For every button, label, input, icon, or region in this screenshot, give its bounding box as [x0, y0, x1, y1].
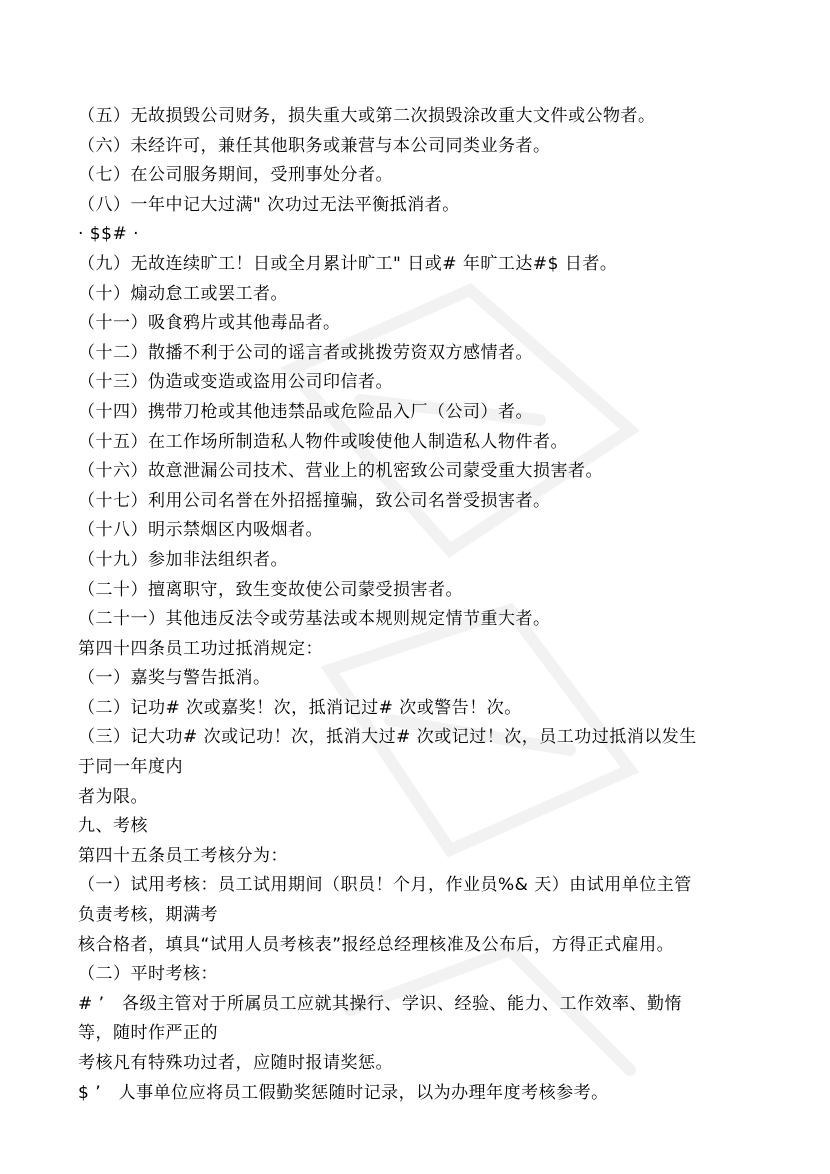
text-line: （十）煽动怠工或罢工者。 [78, 283, 288, 304]
text-line: （六）未经许可，兼任其他职务或兼营与本公司同类业务者。 [78, 135, 551, 156]
text-line: （十九）参加非法组织者。 [78, 549, 288, 570]
text-line: （十七）利用公司名誉在外招摇撞骗，致公司名誉受损害者。 [78, 490, 551, 511]
text-line: （十四）携带刀枪或其他违禁品或危险品入厂（公司）者。 [78, 401, 533, 422]
text-line: # ’ 各级主管对于所属员工应就其操行、学识、经验、能力、工作效率、勤惰 [78, 993, 683, 1014]
article-heading: 第四十五条员工考核分为： [78, 845, 288, 866]
text-line: （二十一）其他违反法令或劳基法或本规则规定情节重大者。 [78, 609, 551, 630]
text-line: （二十）擅离职守，致生变故使公司蒙受损害者。 [78, 579, 463, 600]
section-heading: 九、考核 [78, 816, 148, 837]
text-line: 于同一年度内 [78, 757, 183, 778]
text-line: （十五）在工作场所制造私人物件或唆使他人制造私人物件者。 [78, 431, 568, 452]
text-line: （七）在公司服务期间，受刑事处分者。 [78, 165, 393, 186]
text-line: （十一）吸食鸦片或其他毒品者。 [78, 313, 341, 334]
text-line: （五）无故损毁公司财务，损失重大或第二次损毁涂改重大文件或公物者。 [78, 106, 656, 126]
text-line: （九）无故连续旷工！日或全月累计旷工" 日或# 年旷工达#$ 日者。 [78, 253, 618, 274]
text-line: （一）嘉奖与警告抵消。 [78, 668, 271, 689]
text-line: （十八）明示禁烟区内吸烟者。 [78, 520, 323, 541]
text-line: （十三）伪造或变造或盗用公司印信者。 [78, 372, 393, 393]
text-line: 负责考核，期满考 [78, 905, 218, 926]
text-line: 核合格者，填具“试用人员考核表”报经总经理核准及公布后，方得正式雇用。 [78, 934, 675, 955]
document-body [78, 102, 758, 1108]
text-line: $ ’ 人事单位应将员工假勤奖惩随时记录，以为办理年度考核参考。 [78, 1082, 609, 1103]
text-line: （十二）散播不利于公司的谣言者或挑拨劳资双方感情者。 [78, 342, 533, 363]
text-line: （十六）故意泄漏公司技术、营业上的机密致公司蒙受重大损害者。 [78, 461, 603, 482]
page-marker-line: · $$# · [78, 224, 139, 245]
article-heading: 第四十四条员工功过抵消规定： [78, 638, 323, 659]
text-line: （二）平时考核： [78, 964, 218, 985]
text-line: （二）记功# 次或嘉奖！次，抵消记过# 次或警告！次。 [78, 697, 522, 718]
text-line: 考核凡有特殊功过者，应随时报请奖惩。 [78, 1053, 393, 1073]
text-line: （一）试用考核：员工试用期间（职员！个月，作业员%& 天）由试用单位主管 [78, 875, 692, 896]
text-line: （八）一年中记大过满" 次功过无法平衡抵消者。 [78, 194, 460, 215]
text-line: 等，随时作严正的 [78, 1023, 218, 1044]
text-line: 者为限。 [78, 786, 148, 807]
text-line: （三）记大功# 次或记功！次，抵消大过# 次或记过！次，员工功过抵消以发生 [78, 727, 697, 748]
